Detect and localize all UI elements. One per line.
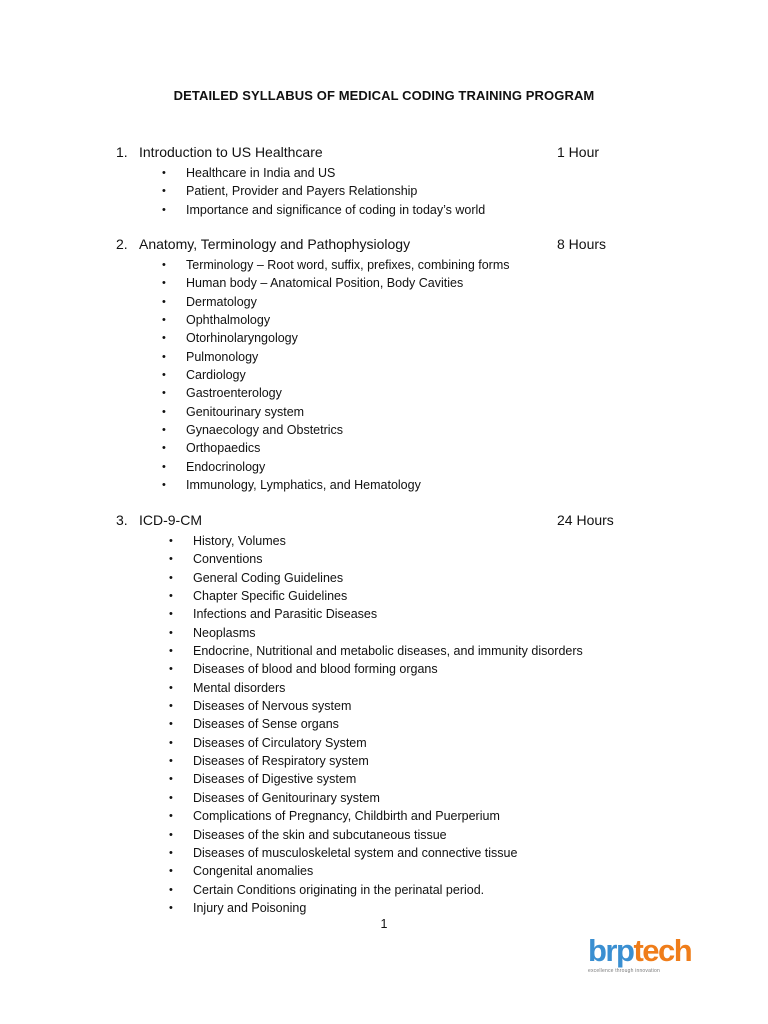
list-item: [116, 256, 636, 274]
section-3: [116, 512, 636, 917]
list-item-text: Neoplasms: [193, 625, 256, 640]
list-item: [116, 881, 636, 899]
bullet-icon: •: [162, 405, 166, 418]
list-item-text: Diseases of Digestive system: [193, 772, 357, 787]
bullet-icon: •: [169, 700, 173, 713]
list-item: [116, 734, 636, 752]
bullet-icon: •: [169, 810, 173, 823]
section-title: Introduction to US Healthcare: [139, 144, 323, 160]
bullet-icon: •: [162, 259, 166, 271]
list-item-text: Endocrine, Nutritional and metabolic diseases, and immunity disorders: [193, 644, 583, 659]
bullet-icon: •: [169, 645, 173, 658]
list-item: [116, 752, 636, 770]
list-item: [116, 182, 636, 200]
section-number: 3.: [116, 512, 128, 528]
bullet-icon: •: [162, 167, 166, 179]
list-item-text: Healthcare in India and US: [186, 166, 336, 180]
list-item: [116, 329, 636, 347]
bullet-icon: •: [169, 663, 173, 676]
bullet-icon: •: [169, 608, 173, 621]
list-item-text: Terminology – Root word, suffix, prefixes, combining forms: [186, 258, 510, 272]
bullet-icon: •: [162, 185, 166, 198]
list-item: [116, 807, 636, 825]
list-item: [116, 679, 636, 697]
list-item: [116, 366, 636, 384]
list-item-text: Diseases of Circulatory System: [193, 735, 367, 750]
bullet-icon: •: [162, 350, 166, 363]
bullet-icon: •: [169, 755, 173, 768]
logo-tagline: excellence through innovation: [588, 968, 660, 974]
logo-wordmark: [588, 933, 692, 968]
list-item-text: Diseases of the skin and subcutaneous tissue: [193, 827, 447, 842]
list-item: [116, 403, 636, 421]
list-item: [116, 293, 636, 311]
list-item: [116, 439, 636, 457]
list-item-text: Chapter Specific Guidelines: [193, 589, 348, 604]
list-item-text: Endocrinology: [186, 459, 266, 474]
list-item: [116, 587, 636, 605]
bullet-icon: •: [162, 369, 166, 382]
bullet-icon: •: [162, 479, 166, 492]
bullet-icon: •: [169, 883, 173, 896]
list-item-text: Pulmonology: [186, 349, 259, 364]
section-header: [116, 144, 636, 164]
bullet-icon: •: [169, 571, 173, 584]
section-1: [116, 144, 636, 219]
section-header: [116, 236, 636, 256]
bullet-icon: •: [162, 460, 166, 473]
list-item-text: Infections and Parasitic Diseases: [193, 607, 378, 622]
section-hours: 8 Hours: [557, 236, 607, 252]
bullet-icon: •: [162, 203, 166, 216]
list-item-text: Complications of Pregnancy, Childbirth and Puerperium: [193, 809, 500, 824]
list-item: [116, 826, 636, 844]
document-title: DETAILED SYLLABUS OF MEDICAL CODING TRAINING PROGRAM: [173, 88, 595, 103]
list-item-text: Genitourinary system: [186, 404, 305, 419]
section-title: Anatomy, Terminology and Pathophysiology: [139, 236, 411, 252]
bullet-icon: •: [169, 773, 173, 786]
bullet-icon: •: [169, 846, 173, 859]
list-item: [116, 899, 636, 917]
list-item-text: Otorhinolaryngology: [186, 331, 298, 346]
list-item: [116, 770, 636, 788]
list-item-text: Mental disorders: [193, 680, 286, 695]
bullet-icon: •: [169, 865, 173, 878]
list-item: [116, 550, 636, 568]
list-item-text: General Coding Guidelines: [193, 570, 344, 585]
list-item-text: Gynaecology and Obstetrics: [186, 423, 344, 438]
list-item: [116, 201, 636, 219]
bullet-icon: •: [169, 718, 173, 731]
list-item: [116, 476, 636, 494]
bullet-icon: •: [162, 295, 166, 308]
bullet-icon: •: [169, 535, 173, 547]
bullet-icon: •: [162, 387, 166, 400]
list-item-text: Diseases of Sense organs: [193, 717, 339, 732]
bullet-icon: •: [169, 590, 173, 603]
list-item-text: Diseases of musculoskeletal system and connective tissue: [193, 845, 518, 860]
page-number: 1: [380, 917, 388, 931]
list-item-text: Dermatology: [186, 294, 257, 309]
list-item: [116, 348, 636, 366]
list-item-text: Patient, Provider and Payers Relationship: [186, 184, 418, 199]
list-item-text: Human body – Anatomical Position, Body Cavities: [186, 276, 464, 291]
bullet-icon: •: [169, 626, 173, 639]
list-item: [116, 605, 636, 623]
bullet-icon: •: [162, 314, 166, 327]
section-title: ICD-9-CM: [139, 512, 202, 528]
list-item: [116, 458, 636, 476]
bullet-icon: •: [169, 791, 173, 804]
list-item-text: Cardiology: [186, 368, 246, 383]
list-item: [116, 789, 636, 807]
bullet-icon: •: [169, 828, 173, 841]
list-item: [116, 697, 636, 715]
section-number: 1.: [116, 144, 128, 160]
section-items: [116, 164, 636, 219]
list-item-text: Certain Conditions originating in the perinatal period.: [193, 882, 485, 897]
bullet-icon: •: [169, 901, 173, 914]
logo-part1: brp: [588, 933, 634, 968]
list-item-text: History, Volumes: [193, 534, 286, 548]
list-item-text: Diseases of blood and blood forming organs: [193, 662, 438, 677]
list-item-text: Diseases of Nervous system: [193, 699, 352, 714]
section-hours: 1 Hour: [557, 144, 600, 160]
list-item-text: Conventions: [193, 552, 263, 567]
list-item-text: Importance and significance of coding in today’s world: [186, 202, 486, 217]
bullet-icon: •: [162, 277, 166, 290]
bullet-icon: •: [162, 442, 166, 455]
list-item: [116, 715, 636, 733]
list-item: [116, 274, 636, 292]
list-item-text: Immunology, Lymphatics, and Hematology: [186, 478, 421, 493]
brptech-logo: [588, 933, 692, 976]
list-item-text: Diseases of Genitourinary system: [193, 790, 380, 805]
section-hours: 24 Hours: [557, 512, 614, 528]
list-item: [116, 844, 636, 862]
list-item-text: Orthopaedics: [186, 441, 261, 456]
section-items: [116, 532, 636, 917]
list-item: [116, 642, 636, 660]
list-item: [116, 421, 636, 439]
bullet-icon: •: [169, 736, 173, 749]
list-item: [116, 384, 636, 402]
list-item: [116, 532, 636, 550]
section-number: 2.: [116, 236, 128, 252]
section-2: [116, 236, 636, 494]
bullet-icon: •: [169, 553, 173, 566]
list-item: [116, 569, 636, 587]
list-item-text: Ophthalmology: [186, 313, 271, 328]
list-item: [116, 660, 636, 678]
list-item: [116, 164, 636, 182]
list-item: [116, 624, 636, 642]
bullet-icon: •: [162, 332, 166, 345]
section-header: [116, 512, 636, 532]
list-item: [116, 862, 636, 880]
list-item-text: Gastroenterology: [186, 386, 282, 401]
list-item-text: Injury and Poisoning: [193, 900, 307, 915]
list-item: [116, 311, 636, 329]
bullet-icon: •: [169, 681, 173, 694]
list-item-text: Congenital anomalies: [193, 864, 314, 879]
bullet-icon: •: [162, 424, 166, 437]
section-items: [116, 256, 636, 494]
list-item-text: Diseases of Respiratory system: [193, 754, 369, 769]
logo-part2: tech: [633, 933, 692, 968]
